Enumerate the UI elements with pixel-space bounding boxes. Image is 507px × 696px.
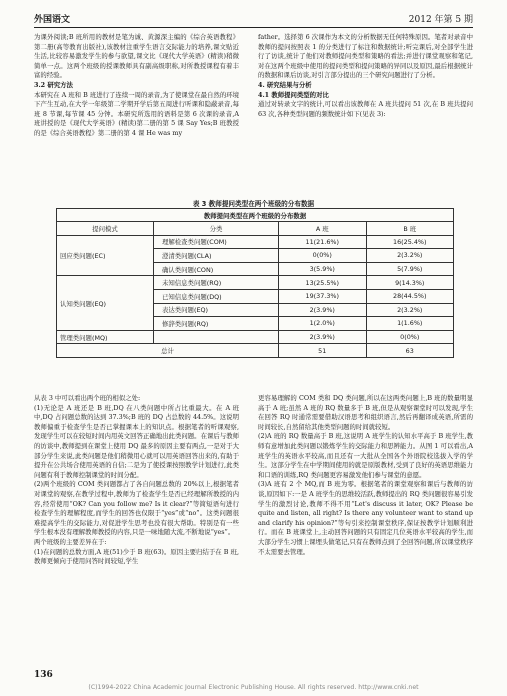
column-left-bottom: [34, 394, 239, 665]
page-number: 136: [34, 670, 53, 680]
category-cell: 确认类问题(CON): [154, 262, 279, 276]
journal-name: 外国语文: [34, 15, 71, 25]
header-cell: 提问模式: [57, 222, 154, 236]
paragraph: (1)在问题的总数方面,A 班(51)少于 B 班(63)。原因主要归结于在 B 班,教师更倾向于使用问答时间较短,学生: [34, 547, 239, 566]
paragraph: 为课外阅读;B 班所用的教材是笔为诚、黄源深主编的《综合英语教程》第二册(高等教育出版社),该教材注重学生语言交际能力的培养,课文贴近生活,比较容易激发学生的参与欲望,课文比《现代大学英语》(精读)稍微简单一点。这两个班级的授课教师具有副高级职称,对所教授课程有着丰富的经验。: [34, 33, 239, 80]
mode-cell: 回应类问题(EC): [57, 235, 154, 276]
value-b-cell: 2(3.2%): [366, 303, 454, 317]
copyright-footer: (C)1994-2022 China Academic Journal Electronic Publishing House. All rights reserved. http://www.cnki.net: [88, 684, 419, 691]
paragraph: 本研究在 A 班和 B 班进行了连续一周的录音,为了使课堂在最自然的环境下产生互动,在大学一年级第二学期开学后第五周进行听课和隐蔽录音,每班 8 节课,每节课 45 分钟。本研究所选用的语料是第 6 次课的录音,A 班讲授的是《现代大学英语》(精读)第二册的第 5 课 Say Yes;B 班教授的是《综合英语教程》第二册的第 4 课 He was my: [34, 90, 239, 137]
value-b-cell: 16(25.4%): [366, 235, 454, 249]
question-type-table: [56, 208, 454, 358]
column-right-top: [258, 33, 473, 198]
paragraph: (2)A 班的 RQ 数量高于 B 班,这说明 A 班学生的认知水平高于 B 班学生,教师有意增加此类问题以锻炼学生的交际能力和思辨能力。从图 1 可以看出,A 班学生的英语水平较高,而且还有一大批从全国各个外语院校选拔入学的学生。这部分学生在中学期间使用的就是原版教材,受到了良好的英语思维能力和口语的训练,RQ 类问题更容易激发他们参与课堂的意愿。: [258, 432, 473, 479]
running-header: [34, 12, 473, 28]
header-rule: [34, 27, 473, 28]
table-row: [57, 330, 454, 344]
table-header-row: [57, 222, 454, 236]
paragraph: father。选择第 6 次课作为本文的分析数据无任何特殊原因。笔者对录音中教师的提问按照表 1 的分类进行了标注和数据统计;听完课后,对全部学生进行了访谈,统计了他们对教师提问类型和策略的看法;并进行课堂观察和笔记,对在这两个班级中使用的提问类型和提问策略的异同以及原因,最后根据统计的数据和课后访谈,对引言部分提出的三个研究问题进行了分析。: [258, 33, 473, 80]
value-b-cell: 0(0%): [366, 330, 454, 344]
header-cell: 分类: [154, 222, 279, 236]
value-a-cell: 11(21.6%): [279, 235, 367, 249]
value-b-cell: 1(1.6%): [366, 317, 454, 331]
category-cell: 修辞类问题(RQ): [154, 317, 279, 331]
mode-cell: 管理类问题(MQ): [57, 330, 154, 344]
table-band-title: 教师提问类型在两个班级的分布数据: [57, 209, 454, 222]
paragraph: (3)A 班有 2 个 MQ,而 B 班为零。根据笔者的课堂观察和课后与教师的访谈,原因如下:一是 A 班学生的思维较活跃,教师提出的 RQ 类问题很容易引发学生的激烈讨论,教师不得不用“Let's discuss it later, OK? Please be quite and listen, all right? Is there any volunteer want to stand up and clarify his opinion?”等句引来控制课堂秩序,保证按教学计划顺利进行。而在 B 班课堂上,主动回答问题的只有固定几位英语水平较高的学生,而大部分学生习惯上课埋头做笔记,只有在教师点到了全回答问题,所以课堂秩序不太需要去管理。: [258, 480, 473, 556]
paragraph: (2)两个班级的 COM 类问题都占了各自问题总数的 20%以上,根据笔者对课堂的观察,在教学过程中,教师为了检查学生是否已经理解所教授的内容,经常使用“OK? Can you follow me? Is it clear?”等简短语句进行检查学生的理解程度,而学生的回答也仅限于“yes”或“no”。这类问题很难提高学生的交际能力,对促进学生思考也没有很大帮助。特别是有一些学生根本没有理解教师教授的内容,只是一味地随大流,不断地说“yes”。: [34, 480, 239, 537]
value-b-cell: 9(14.3%): [366, 276, 454, 290]
table-row: [57, 235, 454, 249]
total-label: 总计: [57, 344, 279, 358]
total-b: 63: [366, 344, 454, 358]
value-a-cell: 19(37.3%): [279, 289, 367, 303]
paragraph: 更容易理解的 COM 类和 DQ 类问题,所以在这两类问题上,B 班的数量明显高于 A 班;虽然 A 班的 RQ 数量多于 B 班,但是从观察课堂时可以发现,学生在回答 RQ 时通常需要借助汉语思考和组织语言,然后再翻译成英语,所需的时间较长,自然留给其他类型问题的时间就较短。: [258, 394, 473, 431]
mode-cell: 认知类问题(EQ): [57, 276, 154, 330]
total-a: 51: [279, 344, 367, 358]
paragraph: 两个班级的主要差异在于:: [34, 537, 107, 546]
value-b-cell: 28(44.5%): [366, 289, 454, 303]
value-b-cell: 5(7.9%): [366, 262, 454, 276]
value-a-cell: 3(5.9%): [279, 262, 367, 276]
table-caption: 表 3 教师提问类型在两个班级的分布数据: [192, 200, 315, 208]
category-cell: 理解检查类问题(COM): [154, 235, 279, 249]
section-heading: 4. 研究结果与分析: [258, 80, 312, 89]
table-total-row: [57, 344, 454, 358]
value-a-cell: 1(2.0%): [279, 317, 367, 331]
paragraph: (1)无论是 A 班还是 B 班,DQ 在八类问题中所占比重最大。在 A 班中,DQ 占问题总数的达到 37.3%;B 班的 DQ 占总数的 44.5%。这说明教师偏重于检查学生是否已掌握课本上的知识点。根据笔者的听课观察,发现学生可以在较短时间内用英文回答正确地出此类问题。在课后与教师的访谈中,教师提到在课堂上使用 DQ 最多的原因主要有两点,一是对于大部分学生来说,此类问题是他们稍微用心就可以用英语回答出来的,有助于提升在公共场合使用英语的自信;二是为了使授课按照教学计划进行,此类问题有利于教师控制课堂的时间分配。: [34, 403, 239, 479]
issue-label: 2012 年第 5 期: [408, 15, 473, 25]
paragraph: 通过对转录文字的统计,可以看出该教师在 A 班共提问 51 次,在 B 班共提问 63 次,各种类型问题的频数统计如下(见表 3):: [258, 100, 473, 118]
value-a-cell: 2(3.9%): [279, 330, 367, 344]
category-cell: 已知信息类问题(DQ): [154, 289, 279, 303]
value-b-cell: 2(3.2%): [366, 249, 454, 263]
value-a-cell: 13(25.5%): [279, 276, 367, 290]
header-cell: B 班: [366, 222, 454, 236]
category-cell: 澄清类问题(CLA): [154, 249, 279, 263]
paragraph: 从表 3 中可以看出两个班的相似之处:: [34, 394, 141, 402]
category-cell: 表达类问题(EQ): [154, 303, 279, 317]
category-cell: [154, 330, 279, 344]
column-left-top: [34, 33, 239, 198]
category-cell: 未知信息类问题(RQ): [154, 276, 279, 290]
section-heading: 3.2 研究方法: [34, 80, 73, 89]
value-a-cell: 2(3.9%): [279, 303, 367, 317]
value-a-cell: 0(0%): [279, 249, 367, 263]
header-cell: A 班: [279, 222, 367, 236]
column-right-bottom: [258, 394, 473, 665]
subsection-heading: 4.1 教师提问类型的对比: [258, 90, 329, 99]
table-row: [57, 276, 454, 290]
